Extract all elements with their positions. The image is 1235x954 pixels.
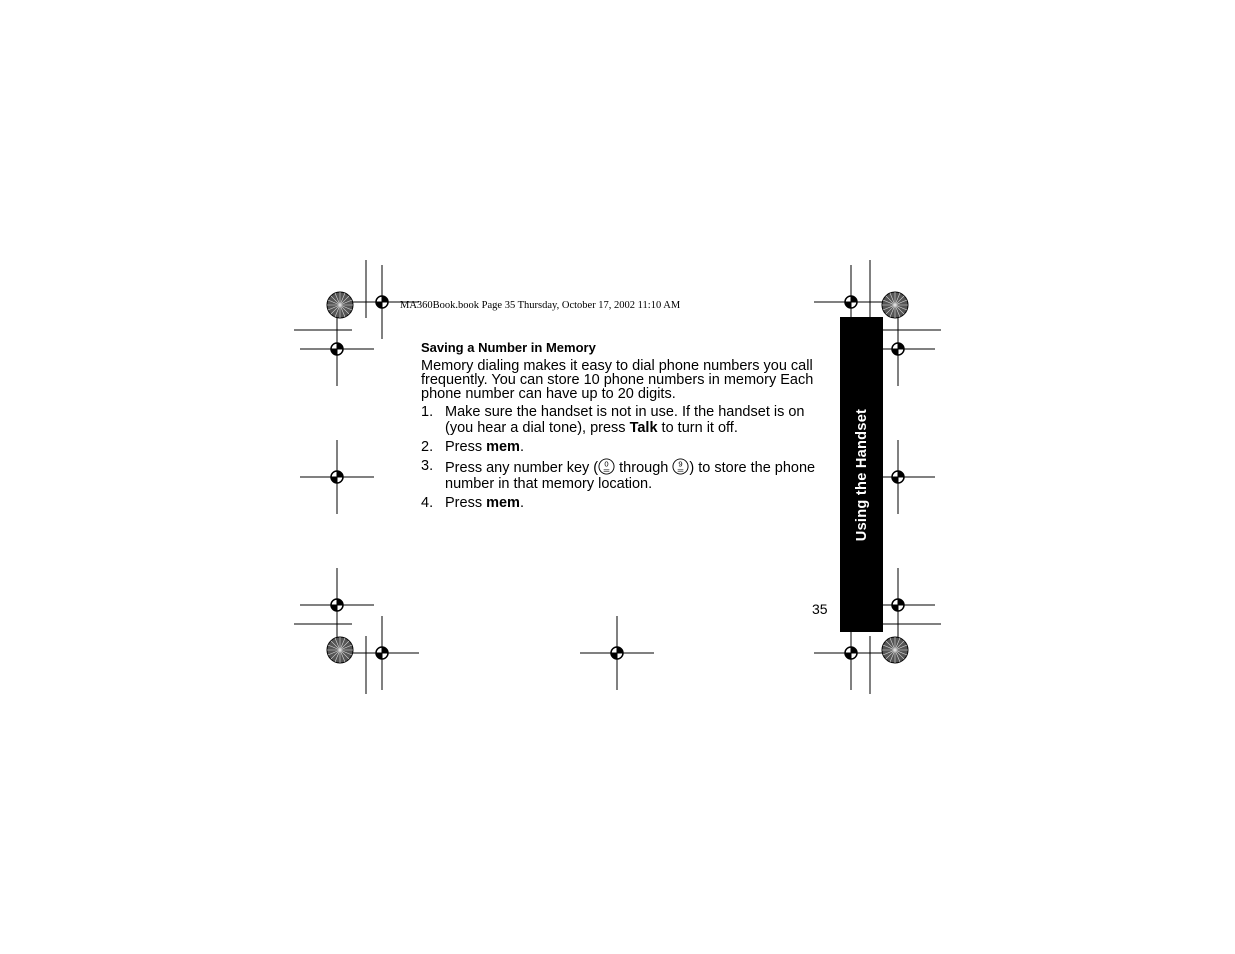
intro-paragraph: Memory dialing makes it easy to dial phone numbers you call frequently. You can store 10 phone numbers in memory Each phone number can have up to 20 digits.	[421, 358, 814, 402]
step-2	[421, 439, 833, 455]
step-4	[421, 495, 833, 511]
step-text: to turn it off.	[657, 420, 738, 436]
section-title: Saving a Number in Memory	[421, 340, 596, 355]
step-number: 2.	[421, 439, 434, 455]
steps-list	[421, 404, 833, 514]
key-0-label: 0	[604, 459, 609, 469]
step-text: Press any number key (	[445, 460, 599, 476]
print-header: MA360Book.book Page 35 Thursday, October 17, 2002 11:10 AM	[400, 300, 681, 311]
page-number: 35	[812, 601, 828, 617]
chapter-tab-label: Using the Handset	[853, 408, 870, 541]
step-3	[421, 458, 833, 492]
step-text: Press	[445, 439, 487, 455]
step-number: 4.	[421, 495, 434, 511]
step-text: .	[519, 439, 524, 455]
step-text: .	[519, 495, 524, 511]
step-text: Press	[445, 495, 487, 511]
step-number: 1.	[421, 404, 434, 420]
chapter-tab	[840, 317, 883, 632]
key-9-icon	[672, 458, 689, 475]
step-1	[421, 404, 833, 436]
step-number: 3.	[421, 458, 434, 474]
step-text: Make sure the handset is not in use. If the handset is on (you hear a dial tone), press	[445, 404, 805, 436]
step-text: ) to store the phone number in that memory location.	[445, 460, 816, 492]
talk-key-label: Talk	[629, 420, 658, 436]
mem-key-label: mem	[486, 495, 520, 511]
step-text: through	[615, 460, 673, 476]
mem-key-label: mem	[486, 439, 520, 455]
key-9-label: 9	[678, 459, 683, 469]
key-0-icon	[598, 458, 615, 475]
